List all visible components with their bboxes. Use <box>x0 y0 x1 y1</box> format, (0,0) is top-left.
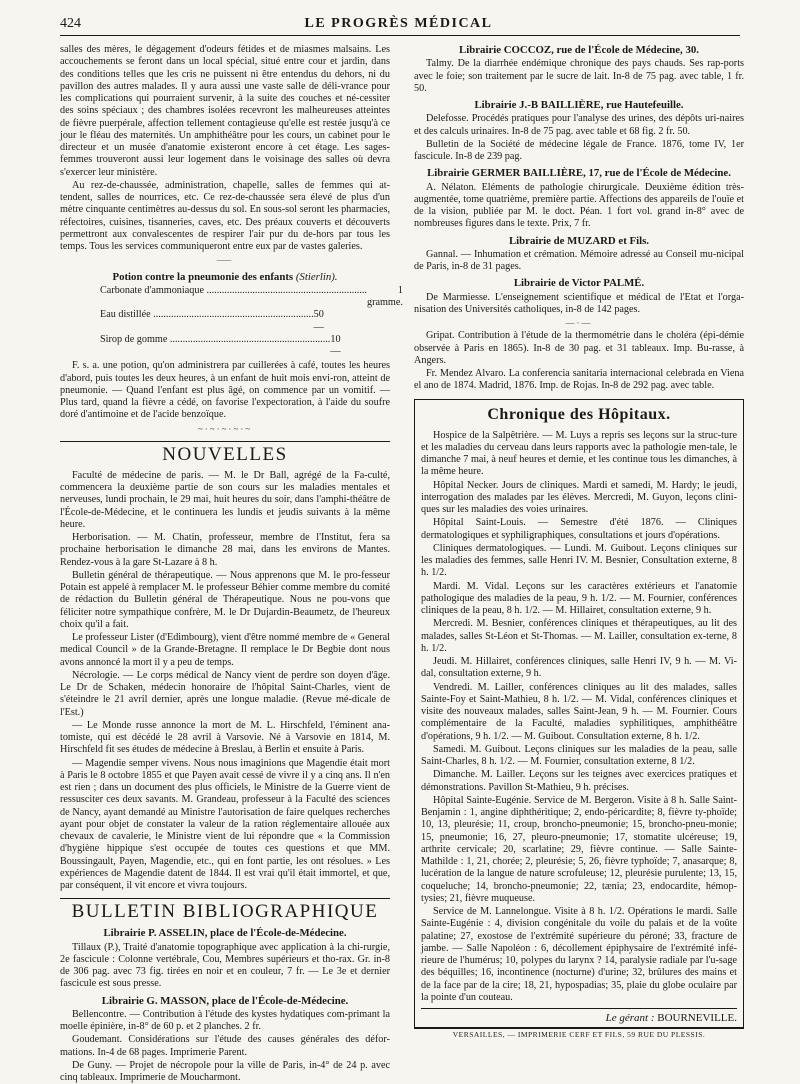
chronique-item: Vendredi. M. Lailler, conférences cliniques au lit des malades, salles Sainte-Foy et Saint-Mathieu, 8 h. 1/2. — M. Vidal, conférences cliniques et visite des nouveaux malades, salles Saint-Jean, 9 h. — M. Fournier. Cours complémentaire de la Faculté, maladies syphilitiques, amphithéâtre d'opérations, 9 h. 1/2. — M. Guibout. Consultation externe, 8 h. 1/2. <box>421 681 737 742</box>
chronique-item: Mercredi. M. Besnier, conférences cliniques et thérapeutiques, au lit des malades, salles St-Léon et St-Thomas. — M. Lailler, consultation ex-terne, 8 h. 1/2. <box>421 618 737 654</box>
bibliography-heading: BULLETIN BIBLIOGRAPHIQUE <box>60 898 390 923</box>
publisher-heading: Librairie COCCOZ, rue de l'École de Médecine, 30. <box>459 44 699 56</box>
publisher-heading: Librairie J.-B BAILLIÈRE, rue Hautefeuille. <box>474 99 684 111</box>
biblio-entry: De Marmiesse. L'enseignement scientifique et médical de l'Etat et l'orga-nisation des Universités catholiques, in-8 de 142 pages. <box>414 291 744 315</box>
page-number: 424 <box>60 16 81 31</box>
biblio-entry: Gannal. — Inhumation et crémation. Mémoire adressé au Conseil mu-nicipal de Paris, in-8 de 31 pages. <box>414 248 744 272</box>
biblio-entry: A. Nélaton. Eléments de pathologie chirurgicale. Deuxième édition très-augmentée, tome quatrième, première partie. Affections des appareils de l'ouïe et de la vision, publiée par M. le doct. Péan. 1 fort vol. grand in-8° avec de nombreuses figures dans le texte. Prix, 7 fr. <box>414 181 744 230</box>
chronique-item: Dimanche. M. Lailler. Leçons sur les teignes avec exercices pratiques et démonstrations. Pavillon St-Mathieu, 9 h. précises. <box>421 769 737 793</box>
biblio-entry: Tillaux (P.), Traité d'anatomie topographique avec application à la chi-rurgie, 2e fascicule : Colonne vertébrale, Cou, Membres supérieurs et tho-rax. Gr. in-8 de 306 pag. avec 73 fig. tirées en noir et en couleur, 7 fr. — Le 3e et dernier fascicule est sous presse. <box>60 941 390 990</box>
biblio-entry: Gripat. Contribution à l'étude de la thermométrie dans le choléra (épi-démie observée à Paris en 1865). In-8 de 30 pag. et 31 tableaux. Imp. Bu-rasse, à Angers. <box>414 330 744 366</box>
recipe-title: Potion contre la pneumonie des enfants (Stierlin). <box>112 270 338 283</box>
publisher-heading: Librairie P. ASSELIN, place de l'École-de-Médecine. <box>103 927 347 940</box>
divider-ornament: ⸺ <box>216 255 234 266</box>
signature-label: Le gérant : <box>605 1012 655 1024</box>
divider-ornament: —·— <box>565 318 593 328</box>
chronique-item: Hôpital Saint-Louis. — Semestre d'été 1876. — Cliniques dermatologiques et syphiligraphiques, consultations et jours d'opérations. <box>421 517 737 541</box>
signature-name: BOURNEVILLE. <box>657 1012 737 1024</box>
chronique-heading: Chronique des Hôpitaux. <box>487 405 671 423</box>
chronique-item: Hôpital Sainte-Eugénie. Service de M. Bergeron. Visite à 8 h. Salle Saint-Benjamin : 1, angine diphthéritique; 2, endo-péricardite; 8, fièvre ty-phoïde; 10, 13, pleurésie; 11, croup, broncho-pneumonie; 15, broncho-pneu-monie; 15, pneumonie; 16, 27, pleuro-pneumonie; 17, stomatite ulcéreuse; 19, arthrite cervicale; 20, scarlatine; 29, fièvre continue. — Salle Sainte-Mathilde : 1, 21, chorée; 2, pleurésie; 5, 26, fièvre typhoïde; 7, anasarque; 8, lucération de la langue de nature scrofuleuse; 12, pleurésie purulente; 13, 15, coqueluche; 14, broncho-pneumonie; 22, tænia; 23, endocardite, hémop-tysies; 21, fièvre muqueuse. <box>421 794 737 904</box>
biblio-entry: Goudemant. Considérations sur l'étude des causes générales des défor-mations. In-4 de 68 pages. Imprimerie Parent. <box>60 1034 390 1058</box>
chronique-item: Hôpital Necker. Jours de cliniques. Mardi et samedi, M. Hardy; le jeudi, interrogation des malades par les élèves. Mercredi, M. Guyon, leçons clini-ques sur les maladies des voies urinaires. <box>421 479 737 515</box>
news-item: — Le Monde russe annonce la mort de M. L. Hirschfeld, l'éminent ana-tomiste, qui est décédé le 28 avril à Varsovie. Né à Varsovie en 1814, M. Hirschfeld fit ses études de médecine à Breslau, à Berlin et ensuite à Paris. <box>60 719 390 756</box>
biblio-entry: Fr. Mendez Alvaro. La conferencia sanitaria internacional celebrada en Viena el ano de 1874. Madrid, 1876. Imp. de Rojas. In-8 de 292 pag. avec table. <box>414 368 744 392</box>
chronique-box <box>414 399 744 1030</box>
recipe-row: Sirop de gomme ..... 10 — <box>100 334 300 359</box>
chronique-item: Service de M. Lannelongue. Visite à 8 h. 1/2. Opérations le mardi. Salle Sainte-Eugénie : 4, division congénitale du voile du palais et de la voûte palatine; 27, exostose de l'extrémité supérieure du péroné; 33, fracture de jambe. — Salle Napoléon : 6, décollement épiphysaire de l'extrémité infé-rieure de l'humérus; 10, polypes du larynx ? 14, paralysie radiale par l'u-sage des béquilles; 16, incontinence (nocturne) d'urine; 32, brûlures des mains et de la face par de la cire; 18, 21, hypospadias; 35, plaie du globe oculaire par la pointe d'un couteau. <box>421 906 737 1003</box>
publisher-heading: Librairie de Victor PALMÉ. <box>513 277 645 290</box>
left-column <box>60 44 403 1083</box>
signature <box>421 1008 737 1024</box>
intro-paragraph: salles des mères, le dégagement d'odeurs fétides et de miasmes malsains. Les accouchements se feront dans un local spécial, situé entre cour et jardin, dans des conditions telles que les cris ne puissent ni être entendus du dehors, ni du pavillon des autres malades. Il y aura aussi une vaste salle de déli-vrance pour les complications qui pourraient survenir, à la suite des couches et né-cessiter des soins spéciaux ; des chambres isolées recevront les malheureuses atteintes de fièvre puerpérale, affection tellement contagieuse qu'elle est restée jusqu'à ce jour le fléau des maternités. Un amphithéâtre pour les cours, un cabinet pour le directeur et un musée d'anatomie existeront encore à cet étage. Les sages-femmes trouveront aussi leur logement dans le voisinage des salles où devra s'exercer leur ministère. <box>60 44 390 178</box>
publisher-heading: Librairie GERMER BAILLIÈRE, 17, rue de l'École de Médecine. <box>427 167 731 180</box>
recipe-row: Eau distillée ..... 50 — <box>100 309 300 334</box>
biblio-entry: Bellencontre. — Contribution à l'étude des kystes hydatiques com-primant la moelle épinière, in-8° de 60 p. et 2 planches. 2 fr. <box>60 1008 390 1032</box>
journal-title: LE PROGRÈS MÉDICAL <box>304 16 493 31</box>
news-item: Nécrologie. — Le corps médical de Nancy vient de perdre son doyen d'âge. Le Dr de Schaken, médecin honoraire de l'hôpital Saint-Charles, vient de s'éteindre le 21 avril dernier, après une longue maladie. (Revue mé-dicale de l'Est.) <box>60 669 390 718</box>
recipe-row: Carbonate d'ammoniaque ..... 1 gramme. <box>100 285 300 310</box>
news-item: Bulletin général de thérapeutique. — Nous apprenons que M. le pro-fesseur Potain est appelé à remplacer M. le professeur Béhier comme membre du comité de rédaction du Bulletin général de Thérapeutique. Nous ne pou-vons que féliciter notre sympathique confrère, M. le Dr Dujardin-Beaumetz, de l'heureux choix qu'il a fait. <box>60 569 390 630</box>
intro-paragraph: Au rez-de-chaussée, administration, chapelle, salles de femmes qui at-tendent, salles de nourrices, etc. Ce rez-de-chaussée sera élevé de plus d'un mètre cinquante centimètres au-dessus du sol. En sous-sol seront les pharmacies, réfectoires, cuisines, tisanneries, caves, etc. Des préaux couverts et découverts permettront aux convalescentes de respirer l'air pur du de-hors par tous les temps. Tous les services communiqueront entre eux par de vastes galeries. <box>60 179 390 252</box>
news-item: Herborisation. — M. Chatin, professeur, membre de l'Institut, fera sa prochaine herborisation le dimanche 28 mai, dans les environs de Mantes. Rendez-vous à la gare St-Lazare à 8 h. <box>60 532 390 568</box>
chronique-item: Cliniques dermatologiques. — Lundi. M. Guibout. Leçons cliniques sur les maladies des femmes, salle Henri IV. M. Besnier, Consultation externe, 8 h. 1/2. <box>421 542 737 579</box>
divider-ornament: ~·~·~·~·~ <box>197 423 253 434</box>
recipe-ingredients <box>100 284 403 359</box>
publisher-heading: Librairie de MUZARD et Fils. <box>508 234 650 247</box>
recipe-text: F. s. a. une potion, qu'on administrera par cuillerées à café, toutes les heures d'abord, puis toutes les deux heures, à un enfant de huit mois envi-ron, atteint de pneumonie. — Quand l'enfant est plus âgé, on commence par un vomitif. — Plus tard, quand la fièvre a cédé, on favorise l'expectoration, à l'aide du soufre doré d'antimoine et de l'acide benzoïque. <box>60 360 390 421</box>
nouvelles-heading: NOUVELLES <box>60 441 390 466</box>
chronique-item: Samedi. M. Guibout. Leçons cliniques sur les maladies de la peau, salle Saint-Charles, 8 h. 1/2. — M. Fournier, consultation externe, 8 1/2. <box>421 743 737 767</box>
printer-imprint: VERSAILLES, — IMPRIMERIE CERF ET FILS, 59 RUE DU PLESSIS. <box>414 1027 744 1039</box>
news-item: Le professeur Lister (d'Edimbourg), vient d'être nommé membre de « General medical Council » de la Grande-Bretagne. Il remplace le Dr Begbie dont nous avons annoncé la mort il y a peu de temps. <box>60 632 390 668</box>
news-item: Faculté de médecine de paris. — M. le Dr Ball, agrégé de la Fa-culté, commencera la deuxième partie de son cours sur les maladies mentales et nerveuses, lundi prochain, le 29 mai, huit heures du soir, dans l'amphi-théâtre de l'École-de-Médecine, et le continuera les lundis et jeudis suivants à la même heure. <box>60 469 390 530</box>
biblio-entry: De Guny. — Projet de nécropole pour la ville de Paris, in-4° de 24 p. avec cinq tableaux. Imprimerie de Moucharmont. <box>60 1059 390 1083</box>
page-header <box>60 10 740 36</box>
biblio-entry: Delefosse. Procédés pratiques pour l'analyse des urines, des dépôts uri-naires et des calculs urinaires. In-8 de 75 pag. avec table et 68 fig. 2 fr. 50. <box>414 113 744 137</box>
biblio-entry: Bulletin de la Société de médecine légale de France. 1876, tome IV, 1er fascicule. In-8 de 239 pag. <box>414 138 744 162</box>
chronique-item: Hospice de la Salpêtrière. — M. Luys a repris ses leçons sur la struc-ture et les maladies du cerveau dans leurs rapports avec la pathologie men-tale, le dimanche 7 mai, à neuf heures et demie, et les continue tous les dimanches, à la même heure. <box>421 429 737 478</box>
chronique-item: Mardi. M. Vidal. Leçons sur les caractères extérieurs et l'anatomie pathologique des maladies de la peau, 9 h. 1/2. — M. Fournier, conférences cliniques de la peau, 8 h. 1/2. — M. Hillairet, consultation externe, 9 h. <box>421 580 737 616</box>
right-column <box>414 44 744 1024</box>
publisher-heading: Librairie G. MASSON, place de l'École-de-Médecine. <box>101 994 349 1007</box>
biblio-entry: Talmy. De la diarrhée endémique chronique des pays chauds. Ses rap-ports avec le foie; son traitement par le sucre de lait. In-8 de 75 pag. avec table, 1 fr. 50. <box>414 58 744 94</box>
news-item: — Magendie semper vivens. Nous nous imaginions que Magendie était mort à Paris le 8 octobre 1855 et que Payen avait cessé de vivre il y a cinq ans. Il n'en est rien ; dans un document des plus officiels, le Ministre de la Guerre vient de ressusciter ces deux savants. M. Grandeau, professeur à la Faculté des sciences de Nancy, ayant demandé au Ministre l'autorisation de faire quelques recherches ayant pour objet de constater la valeur de la ration réglementaire allouée aux chevaux de cavalerie, le Ministre vient de lui répondre que « la Commission d'hygiène hippique s'est occupée de toutes ces questions et que MM. Boussingault, Payen, Magendie, etc., qui en font partie, les ont résolues. » Les expériences de Magendie datent de 1844. Il est vrai qu'il était immortel, et que, par conséquent, il vit encore et vivra toujours. <box>60 757 390 891</box>
chronique-item: Jeudi. M. Hillairet, conférences cliniques, salle Henri IV, 9 h. — M. Vi-dal, consultation externe, 9 h. <box>421 656 737 680</box>
